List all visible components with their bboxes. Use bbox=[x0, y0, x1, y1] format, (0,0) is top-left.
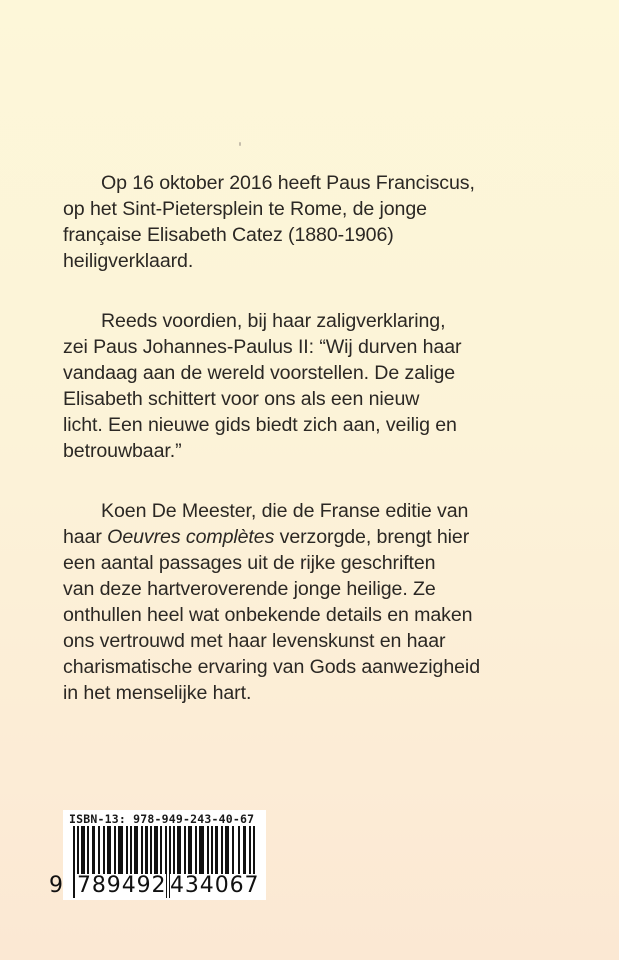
text-line: een aantal passages uit de rijke geschriften bbox=[63, 552, 436, 574]
text-fragment: haar bbox=[63, 526, 108, 548]
isbn-label: ISBN-13: 978-949-243-40-67 bbox=[69, 812, 255, 826]
text-line: heiligverklaard. bbox=[63, 250, 194, 272]
text-line: charismatische ervaring van Gods aanwezigheid bbox=[63, 656, 480, 678]
paragraph-canonization bbox=[63, 170, 563, 274]
text-line: in het menselijke hart. bbox=[63, 682, 252, 704]
paragraph-editor-description bbox=[63, 498, 563, 706]
text-line: française Elisabeth Catez (1880-1906) bbox=[63, 224, 394, 246]
text-line: Op 16 oktober 2016 heeft Paus Franciscus, bbox=[101, 172, 475, 194]
text-line: Koen De Meester, die de Franse editie van bbox=[101, 500, 469, 522]
text-line: onthullen heel wat onbekende details en maken bbox=[63, 604, 473, 626]
ean-first-digit: 9 bbox=[49, 873, 63, 898]
isbn-barcode bbox=[49, 810, 266, 900]
back-cover-blurb bbox=[63, 170, 563, 740]
paragraph-beatification-quote bbox=[63, 308, 563, 464]
text-line: licht. Een nieuwe gids biedt zich aan, veilig en bbox=[63, 414, 457, 436]
ean-left-digits: 789492 bbox=[77, 873, 167, 898]
text-line: Elisabeth schittert voor ons als een nieuw bbox=[63, 388, 420, 410]
text-fragment: verzorgde, brengt hier bbox=[274, 526, 470, 548]
text-line: ons vertrouwd met haar levenskunst en haar bbox=[63, 630, 446, 652]
text-line-with-title bbox=[63, 524, 563, 550]
text-line: Reeds voordien, bij haar zaligverklaring, bbox=[101, 310, 446, 332]
book-title-italic: Oeuvres complètes bbox=[107, 526, 275, 548]
text-line: op het Sint-Pietersplein te Rome, de jonge bbox=[63, 198, 427, 220]
text-line: betrouwbaar.” bbox=[63, 440, 182, 462]
paper-speck bbox=[239, 142, 241, 146]
text-line: van deze hartveroverende jonge heilige. Ze bbox=[63, 578, 436, 600]
ean-right-digits: 434067 bbox=[170, 873, 260, 898]
text-line: zei Paus Johannes-Paulus II: “Wij durven haar bbox=[63, 336, 462, 358]
text-line: vandaag aan de wereld voorstellen. De zalige bbox=[63, 362, 456, 384]
